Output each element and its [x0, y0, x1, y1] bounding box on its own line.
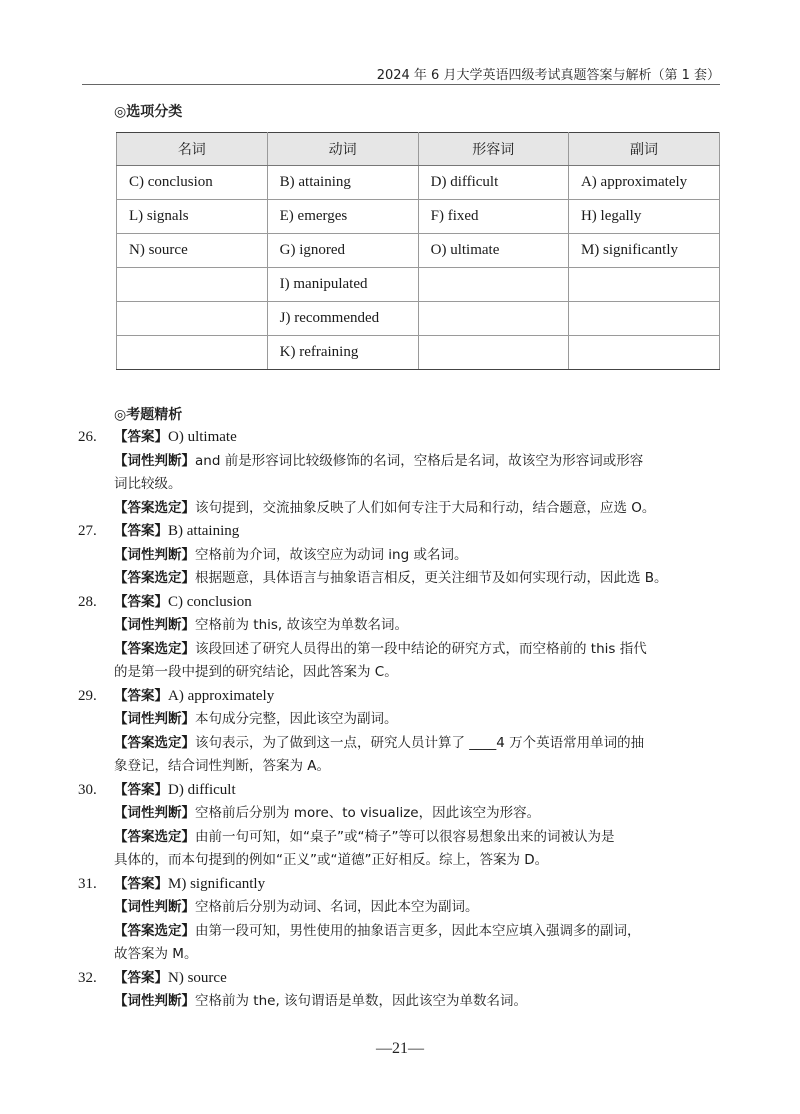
page-number: —21— — [376, 1040, 424, 1057]
answer-line — [114, 967, 728, 991]
answer-line — [114, 520, 728, 544]
answer-selection-text: 根据题意，具体语言与抽象语言相反，更关注细节及如何实现行动，因此选 B。 — [195, 570, 668, 586]
pos-judgement-text: 空格前后分别为 more、to visualize，因此该空为形容。 — [195, 805, 541, 821]
table-cell: C) conclusion — [117, 166, 268, 200]
table-cell — [568, 268, 719, 302]
answer-value: O) ultimate — [168, 429, 237, 445]
answer-selection-line — [114, 638, 728, 662]
pos-judgement-text: 空格前为 the, 该句谓语是单数，因此该空为单数名词。 — [195, 993, 528, 1009]
answer-selection-line — [114, 920, 728, 944]
answer-label: 【答案】 — [114, 875, 168, 892]
answer-selection-label: 【答案选定】 — [114, 499, 195, 516]
pos-judgement-line — [114, 614, 728, 638]
pos-judgement-label: 【词性判断】 — [114, 993, 195, 1009]
table-row — [117, 336, 720, 370]
pos-judgement-label: 【词性判断】 — [114, 452, 195, 469]
running-header: 2024 年 6 月大学英语四级考试真题答案与解析（第 1 套） — [376, 68, 720, 83]
pos-judgement-line — [114, 473, 728, 497]
table-cell — [568, 302, 719, 336]
answer-selection-text: 具体的，而本句提到的例如“正义”或“道德”正好相反。综上，答案为 D。 — [114, 852, 549, 868]
question-number: 29. — [78, 687, 97, 704]
table-cell — [568, 336, 719, 370]
table-cell: J) recommended — [267, 302, 418, 336]
table-row — [117, 234, 720, 268]
pos-judgement-line — [114, 990, 728, 1014]
answer-label: 【答案】 — [114, 593, 168, 610]
question-block — [78, 685, 728, 779]
answer-value: C) conclusion — [168, 593, 252, 610]
answer-selection-label: 【答案选定】 — [114, 570, 195, 586]
pos-judgement-label: 【词性判断】 — [114, 711, 195, 727]
question-block — [78, 779, 728, 873]
header-rule — [82, 84, 720, 85]
question-number: 26. — [78, 429, 97, 445]
header-cell-verb: 动词 — [267, 133, 418, 166]
answer-selection-line — [114, 732, 728, 756]
table-header-row — [117, 133, 720, 166]
header-cell-adjective: 形容词 — [418, 133, 568, 166]
answer-selection-text: 的是第一段中提到的研究结论，因此答案为 C。 — [114, 664, 398, 680]
question-block — [78, 591, 728, 685]
question-analysis-list — [78, 426, 728, 1014]
table-cell: B) attaining — [267, 166, 418, 200]
pos-judgement-label: 【词性判断】 — [114, 805, 195, 821]
pos-judgement-line — [114, 450, 728, 474]
table-row — [117, 302, 720, 336]
pos-judgement-text: and 前是形容词比较级修饰的名词，空格后是名词，故该空为形容词或形容 — [195, 452, 644, 469]
answer-selection-line — [114, 567, 728, 591]
header-cell-noun: 名词 — [117, 133, 268, 166]
option-classification-table — [116, 132, 720, 370]
header-cell-adverb: 副词 — [568, 133, 719, 166]
question-block — [78, 426, 728, 520]
answer-selection-label: 【答案选定】 — [114, 828, 195, 845]
pos-judgement-line — [114, 802, 728, 826]
pos-judgement-label: 【词性判断】 — [114, 546, 195, 563]
pos-judgement-line — [114, 708, 728, 732]
question-number: 27. — [78, 523, 97, 539]
answer-label: 【答案】 — [114, 523, 168, 539]
answer-selection-text: 该句提到，交流抽象反映了人们如何专注于大局和行动，结合题意，应选 O。 — [195, 499, 656, 516]
table-cell: D) difficult — [418, 166, 568, 200]
table-cell: A) approximately — [568, 166, 719, 200]
table-cell: F) fixed — [418, 200, 568, 234]
pos-judgement-label: 【词性判断】 — [114, 899, 195, 915]
table-cell: G) ignored — [267, 234, 418, 268]
answer-selection-line — [114, 755, 728, 779]
answer-value: D) difficult — [168, 781, 236, 798]
question-block — [78, 967, 728, 1014]
answer-selection-label: 【答案选定】 — [114, 640, 195, 657]
pos-judgement-line — [114, 544, 728, 568]
table-cell — [418, 336, 568, 370]
question-block — [78, 520, 728, 591]
answer-value: M) significantly — [168, 875, 266, 892]
table-cell — [117, 268, 268, 302]
answer-value: N) source — [168, 969, 227, 986]
answer-selection-line — [114, 661, 728, 685]
table-cell: I) manipulated — [267, 268, 418, 302]
question-number: 32. — [78, 969, 97, 986]
answer-label: 【答案】 — [114, 781, 168, 798]
table-cell — [117, 336, 268, 370]
pos-judgement-text: 空格前为介词，故该空应为动词 ing 或名词。 — [195, 546, 468, 563]
pos-judgement-line — [114, 896, 728, 920]
question-number: 28. — [78, 593, 97, 610]
question-block — [78, 873, 728, 967]
table-cell — [418, 268, 568, 302]
table-row — [117, 268, 720, 302]
answer-line — [114, 873, 728, 897]
table-cell: K) refraining — [267, 336, 418, 370]
answer-selection-text: 故答案为 M。 — [114, 946, 198, 962]
pos-judgement-text: 空格前为 this, 故该空为单数名词。 — [195, 617, 409, 633]
answer-selection-line — [114, 849, 728, 873]
table-cell: E) emerges — [267, 200, 418, 234]
pos-judgement-label: 【词性判断】 — [114, 617, 195, 633]
answer-line — [114, 779, 728, 803]
answer-selection-line — [114, 943, 728, 967]
answer-label: 【答案】 — [114, 429, 168, 445]
answer-value: B) attaining — [168, 523, 240, 539]
table-cell — [117, 302, 268, 336]
pos-judgement-text: 空格前后分别为动词、名词，因此本空为副词。 — [195, 899, 479, 915]
answer-line — [114, 426, 728, 450]
answer-label: 【答案】 — [114, 687, 168, 704]
section-title-classification: ◎选项分类 — [114, 104, 183, 120]
answer-line — [114, 591, 728, 615]
question-number: 30. — [78, 781, 97, 798]
question-number: 31. — [78, 875, 97, 892]
answer-selection-label: 【答案选定】 — [114, 922, 195, 939]
answer-selection-text: 由前一句可知，如“桌子”或“椅子”等可以很容易想象出来的词被认为是 — [195, 828, 615, 845]
answer-selection-text: 该句表示，为了做到这一点，研究人员计算了 ____4 万个英语常用单词的抽 — [195, 734, 645, 751]
answer-selection-line — [114, 497, 728, 521]
table-row — [117, 166, 720, 200]
answer-value: A) approximately — [168, 687, 275, 704]
table-row — [117, 200, 720, 234]
pos-judgement-text: 本句成分完整，因此该空为副词。 — [195, 711, 398, 727]
table-cell: M) significantly — [568, 234, 719, 268]
answer-selection-text: 象登记，结合词性判断，答案为 A。 — [114, 758, 331, 774]
answer-selection-text: 由第一段可知，男性使用的抽象语言更多，因此本空应填入强调多的副词， — [195, 922, 641, 939]
table-cell: H) legally — [568, 200, 719, 234]
answer-line — [114, 685, 728, 709]
pos-judgement-text: 词比较级。 — [114, 476, 182, 492]
answer-label: 【答案】 — [114, 969, 168, 986]
table-cell: L) signals — [117, 200, 268, 234]
answer-selection-line — [114, 826, 728, 850]
table-cell: N) source — [117, 234, 268, 268]
section-title-analysis: ◎考题精析 — [114, 407, 183, 423]
table-cell: O) ultimate — [418, 234, 568, 268]
table-cell — [418, 302, 568, 336]
answer-selection-text: 该段回述了研究人员得出的第一段中结论的研究方式，而空格前的 this 指代 — [195, 640, 647, 657]
answer-selection-label: 【答案选定】 — [114, 734, 195, 751]
